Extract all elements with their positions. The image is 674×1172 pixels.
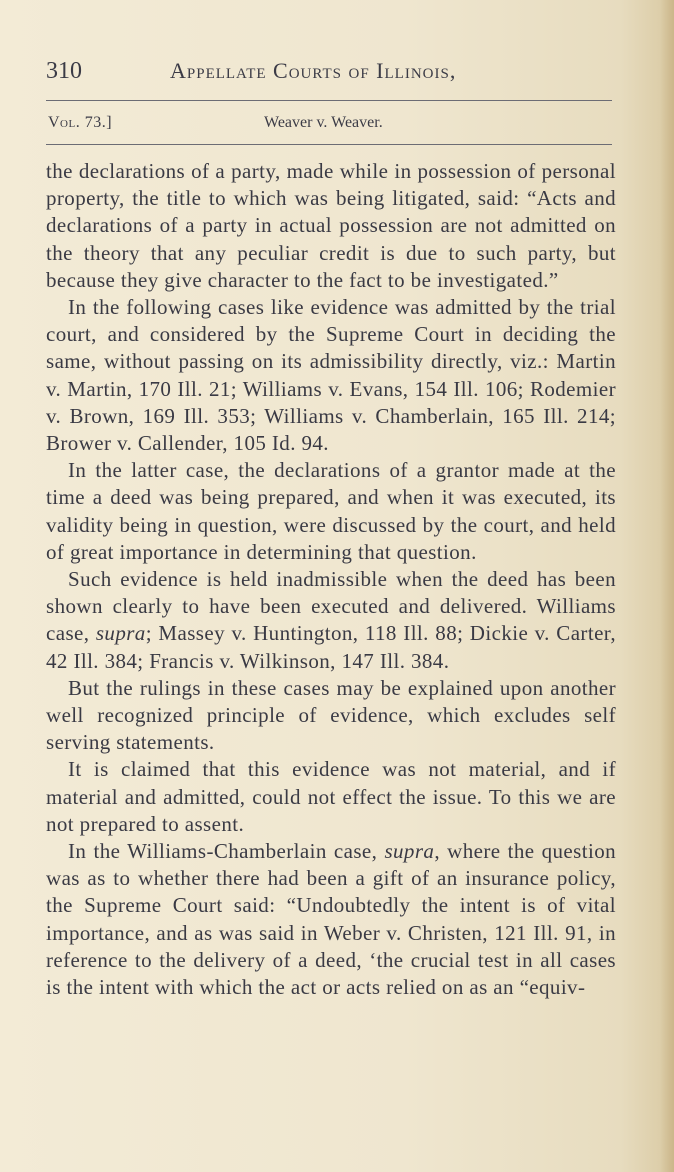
page-number: 310 <box>46 58 82 84</box>
sub-header <box>48 114 608 136</box>
paragraph-7 <box>46 838 616 1001</box>
citation-supra: supra <box>95 621 146 646</box>
citation-supra: supra <box>384 839 435 864</box>
body-text <box>46 158 616 1001</box>
paragraph-5: But the rulings in these cases may be explained upon another well recognized principle of evidence, which excludes self serving statements. <box>46 675 616 755</box>
paragraph-2: In the following cases like evidence was admitted by the trial court, and considered by the Supreme Court in deciding the same, without passing on its admissibility directly, viz.: Martin v. Martin, 170 Ill. 21; Williams v. Evans, 154 Ill. 106; Rodemier v. Brown, 169 Ill. 353; Williams v. Chamberlain, 165 Ill. 214; Brower v. Callender, 105 Id. 94. <box>46 295 616 456</box>
sub-header-rule <box>46 144 612 145</box>
page-edge-shadow <box>660 0 674 1172</box>
paragraph-4 <box>46 566 616 675</box>
paragraph-4-text-b: ; Massey v. Huntington, 118 Ill. 88; Dickie v. Carter, 42 Ill. 384; Francis v. Wilkinson, 147 Ill. 384. <box>46 621 616 673</box>
case-name: Weaver v. Weaver. <box>264 114 383 131</box>
paragraph-4-text-a: Such evidence is held inadmissible when the deed has been shown clearly to have been executed and delivered. Williams case, <box>46 567 616 646</box>
page-header <box>46 58 626 88</box>
paragraph-3: In the latter case, the declarations of a grantor made at the time a deed was being prepared, and when it was executed, its validity being in question, were discussed by the court, and held of great importance in determining that question. <box>46 458 616 564</box>
header-rule <box>46 100 612 101</box>
paragraph-1: the declarations of a party, made while in possession of personal property, the title to which was being litigated, said: “Acts and declarations of a party in actual possession are not admitted on the theory that any peculiar credit is due to such party, but because they give character to the fact to be investigated.” <box>46 159 616 292</box>
paragraph-6: It is claimed that this evidence was not material, and if material and admitted, could not effect the issue. To this we are not prepared to assent. <box>46 757 616 836</box>
volume-label: Vol. 73.] <box>48 114 113 131</box>
paragraph-7-text-a: In the Williams-Chamberlain case, <box>68 839 385 864</box>
paragraph-7-text-b: , where the question was as to whether there had been a gift of an insurance policy, the Supreme Court said: “Undoubtedly the intent is of vital importance, and as was said in Weber v. Christen, 121 Ill. 91, in reference to the delivery of a deed, ‘the crucial test in all cases is the intent with which the act or acts relied on as an “equiv- <box>46 839 616 1000</box>
running-title: Appellate Courts of Illinois, <box>170 58 457 83</box>
